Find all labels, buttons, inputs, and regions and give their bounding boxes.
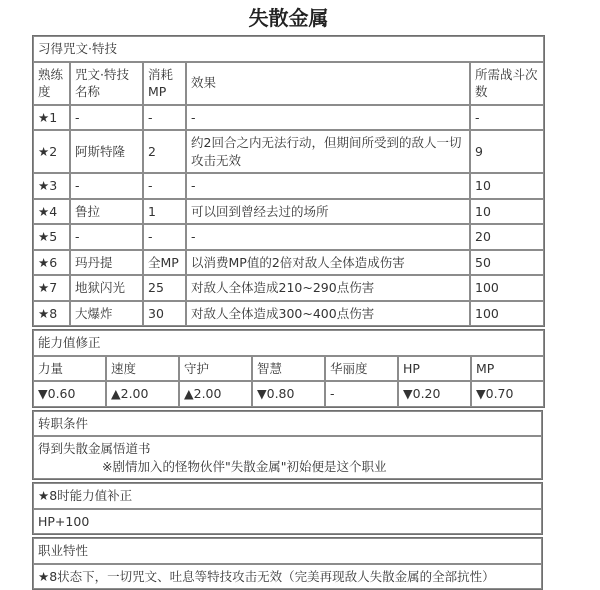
stats-header-row xyxy=(33,356,544,382)
job-change-table xyxy=(32,410,543,481)
job-change-condition: 得到失散金属悟道书 xyxy=(38,441,151,456)
stat-value-1: ▲2.00 xyxy=(106,381,179,407)
skill-level-cell: ★7 xyxy=(33,275,70,301)
skill-effect-cell: - xyxy=(186,105,470,131)
skill-row-star7 xyxy=(33,275,544,301)
stat-value-4: - xyxy=(325,381,398,407)
skill-row-star4 xyxy=(33,199,544,225)
skill-row-star1 xyxy=(33,105,544,131)
traits-value-row xyxy=(33,564,542,590)
skill-mp-cost-cell: - xyxy=(143,105,186,131)
star8-bonus-value: HP+100 xyxy=(33,509,542,535)
skill-mp-cost-cell: 25 xyxy=(143,275,186,301)
skill-battles-required-cell: 50 xyxy=(470,250,544,276)
skill-mp-cost-cell: - xyxy=(143,173,186,199)
skill-effect-cell: - xyxy=(186,224,470,250)
skill-level-cell: ★2 xyxy=(33,130,70,173)
stat-header-1: 速度 xyxy=(106,356,179,382)
traits-section-title: 职业特性 xyxy=(33,538,542,564)
stat-value-0: ▼0.60 xyxy=(33,381,106,407)
skills-section-title-row xyxy=(33,36,544,62)
skill-name-cell: - xyxy=(70,173,143,199)
stat-value-2: ▲2.00 xyxy=(179,381,252,407)
skills-column-header-0: 熟练度 xyxy=(33,62,70,105)
skills-column-header-4: 所需战斗次数 xyxy=(470,62,544,105)
skill-battles-required-cell: 100 xyxy=(470,275,544,301)
skill-level-cell: ★6 xyxy=(33,250,70,276)
skills-table xyxy=(32,35,545,327)
job-change-section-title: 转职条件 xyxy=(33,411,542,437)
skill-level-cell: ★5 xyxy=(33,224,70,250)
stat-value-6: ▼0.70 xyxy=(471,381,544,407)
stat-header-4: 华丽度 xyxy=(325,356,398,382)
skills-column-header-2: 消耗MP xyxy=(143,62,186,105)
star8-bonus-value-row xyxy=(33,509,542,535)
skill-name-cell: 阿斯特隆 xyxy=(70,130,143,173)
skill-effect-cell: 对敌人全体造成210~290点伤害 xyxy=(186,275,470,301)
skills-column-header-1: 咒文·特技名称 xyxy=(70,62,143,105)
stat-header-6: MP xyxy=(471,356,544,382)
skill-row-star8 xyxy=(33,301,544,327)
stat-header-0: 力量 xyxy=(33,356,106,382)
skill-battles-required-cell: - xyxy=(470,105,544,131)
skill-name-cell: 大爆炸 xyxy=(70,301,143,327)
star8-bonus-section-title: ★8时能力值补正 xyxy=(33,483,542,509)
skill-name-cell: - xyxy=(70,224,143,250)
skill-level-cell: ★1 xyxy=(33,105,70,131)
job-change-content-cell xyxy=(33,436,542,479)
skill-level-cell: ★8 xyxy=(33,301,70,327)
skill-row-star2 xyxy=(33,130,544,173)
page-title: 失散金属 xyxy=(248,6,329,30)
skill-level-cell: ★3 xyxy=(33,173,70,199)
stat-header-3: 智慧 xyxy=(252,356,325,382)
skill-battles-required-cell: 100 xyxy=(470,301,544,327)
stat-value-3: ▼0.80 xyxy=(252,381,325,407)
star8-bonus-section-title-row xyxy=(33,483,542,509)
stat-value-5: ▼0.20 xyxy=(398,381,471,407)
skill-name-cell: - xyxy=(70,105,143,131)
stats-section-title: 能力值修正 xyxy=(33,330,544,356)
skill-battles-required-cell: 20 xyxy=(470,224,544,250)
stat-header-2: 守护 xyxy=(179,356,252,382)
skills-column-header-3: 效果 xyxy=(186,62,470,105)
star8-bonus-table xyxy=(32,482,543,535)
skills-header-row xyxy=(33,62,544,105)
traits-section-title-row xyxy=(33,538,542,564)
skill-name-cell: 地狱闪光 xyxy=(70,275,143,301)
skill-mp-cost-cell: 1 xyxy=(143,199,186,225)
skill-effect-cell: - xyxy=(186,173,470,199)
job-change-content-row xyxy=(33,436,542,479)
skills-section-title: 习得咒文·特技 xyxy=(33,36,544,62)
skill-battles-required-cell: 9 xyxy=(470,130,544,173)
skill-level-cell: ★4 xyxy=(33,199,70,225)
skill-mp-cost-cell: - xyxy=(143,224,186,250)
skill-mp-cost-cell: 30 xyxy=(143,301,186,327)
traits-value: ★8状态下，一切咒文、吐息等特技攻击无效（完美再现敌人失散金属的全部抗性） xyxy=(33,564,542,590)
job-change-section-title-row xyxy=(33,411,542,437)
skill-name-cell: 玛丹提 xyxy=(70,250,143,276)
stats-value-row xyxy=(33,381,544,407)
skill-mp-cost-cell: 全MP xyxy=(143,250,186,276)
skill-effect-cell: 可以回到曾经去过的场所 xyxy=(186,199,470,225)
skill-battles-required-cell: 10 xyxy=(470,199,544,225)
skill-row-star5 xyxy=(33,224,544,250)
skill-name-cell: 鲁拉 xyxy=(70,199,143,225)
stats-section-title-row xyxy=(33,330,544,356)
skill-effect-cell: 约2回合之内无法行动，但期间所受到的敌人一切攻击无效 xyxy=(186,130,470,173)
skill-effect-cell: 对敌人全体造成300~400点伤害 xyxy=(186,301,470,327)
skill-row-star6 xyxy=(33,250,544,276)
stat-header-5: HP xyxy=(398,356,471,382)
skill-mp-cost-cell: 2 xyxy=(143,130,186,173)
job-change-note: ※剧情加入的怪物伙伴"失散金属"初始便是这个职业 xyxy=(102,458,387,474)
skill-effect-cell: 以消费MP值的2倍对敌人全体造成伤害 xyxy=(186,250,470,276)
skill-row-star3 xyxy=(33,173,544,199)
skill-battles-required-cell: 10 xyxy=(470,173,544,199)
traits-table xyxy=(32,537,543,590)
stats-table xyxy=(32,329,545,408)
